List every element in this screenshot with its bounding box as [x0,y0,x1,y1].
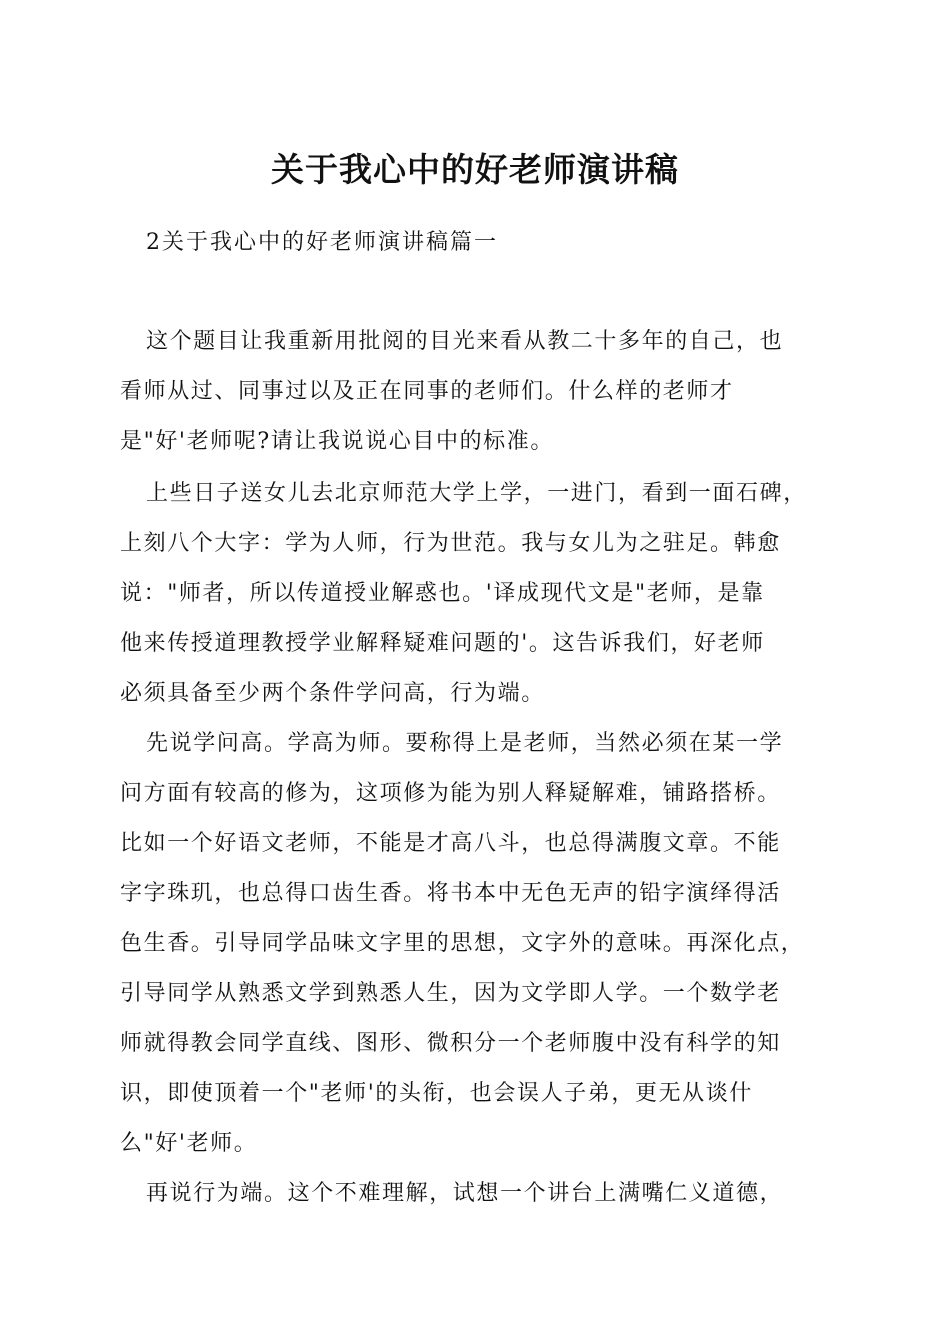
body-line: 比如一个好语文老师，不能是才高八斗，也总得满腹文章。不能 [120,831,781,856]
body-line: 他来传授道理教授学业解释疑难问题的'。这告诉我们，好老师 [120,631,765,656]
body-line: 必须具备至少两个条件学问高，行为端。 [120,681,545,706]
body-line: 先说学问高。学高为师。要称得上是老师，当然必须在某一学 [146,731,784,756]
body-line: 识，即使顶着一个"老师'的头衔，也会误人子弟，更无从谈什 [120,1081,753,1106]
body-line: 问方面有较高的修为，这项修为能为别人释疑解难，铺路搭桥。 [120,781,781,806]
body-line: 引导同学从熟悉文学到熟悉人生，因为文学即人学。一个数学老 [120,981,781,1006]
document-subtitle: 2关于我心中的好老师演讲稿篇一 [146,230,498,255]
body-line: 师就得教会同学直线、图形、微积分一个老师腹中没有科学的知 [120,1031,781,1056]
body-line: 说："师者，所以传道授业解惑也。'译成现代文是"老师，是靠 [120,581,765,606]
body-line: 么"好'老师。 [120,1131,258,1156]
body-line: 上些日子送女儿去北京师范大学上学，一进门，看到一面石碑， [146,481,807,506]
body-line: 看师从过、同事过以及正在同事的老师们。什么样的老师才 [120,379,734,404]
body-line: 是"好'老师呢?请让我说说心目中的标准。 [120,429,554,454]
body-line: 字字珠玑，也总得口齿生香。将书本中无色无声的铅字演绎得活 [120,881,781,906]
document-title: 关于我心中的好老师演讲稿 [271,150,679,189]
body-line: 这个题目让我重新用批阅的目光来看从教二十多年的自己，也 [146,329,784,354]
body-line: 上刻八个大字：学为人师，行为世范。我与女儿为之驻足。韩愈 [120,531,781,556]
body-line: 再说行为端。这个不难理解，试想一个讲台上满嘴仁义道德， [146,1181,784,1206]
body-line: 色生香。引导同学品味文字里的思想，文字外的意味。再深化点， [120,931,805,956]
